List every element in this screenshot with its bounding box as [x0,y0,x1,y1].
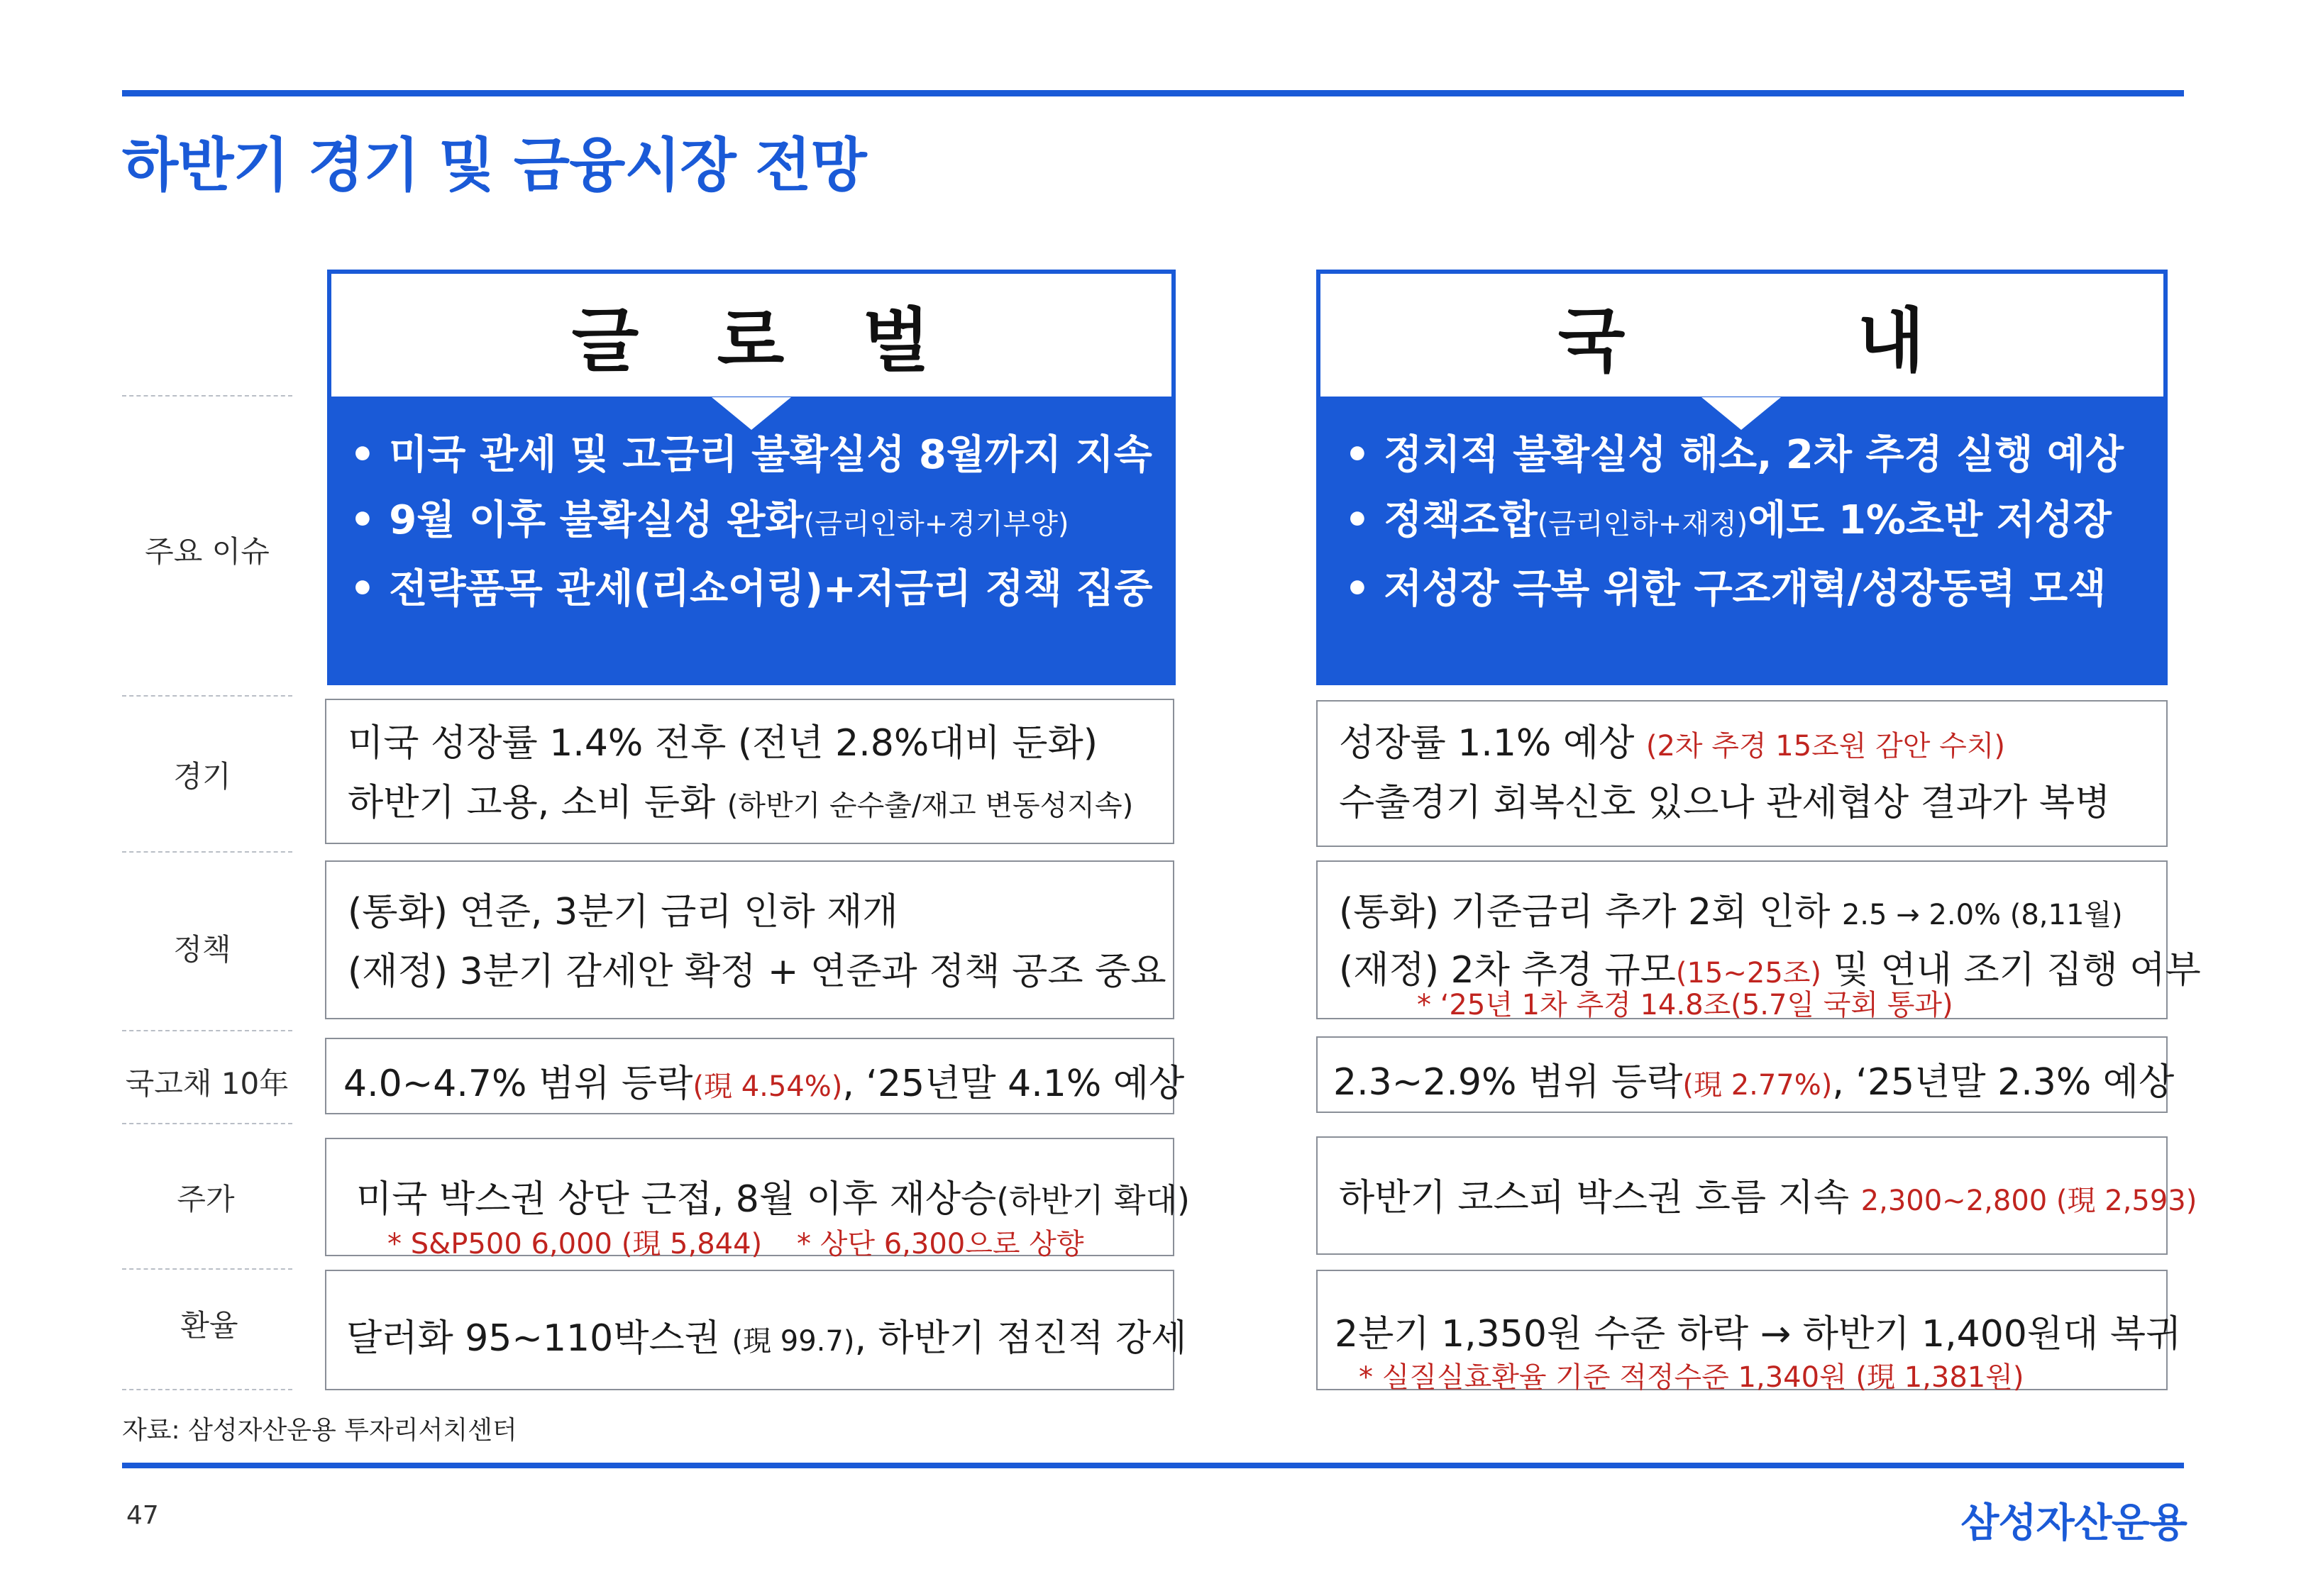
domestic-fx-cell [1316,1270,2182,1394]
global-header [327,270,1176,401]
domestic-stock-text: 하반기 코스피 박스권 흐름 지속 2,300~2,800 (現 2,593) [1339,1177,2197,1219]
domestic-header-text: 국 내 [1557,301,1926,382]
row-separator [122,851,292,853]
domestic-bond-text: 2.3~2.9% 범위 등락(現 2.77%), ‘25년말 2.3% 예상 [1333,1061,2175,1104]
domestic-stock-cell [1316,1136,2197,1255]
domestic-fx-note: * 실질실효환율 기준 적정수준 1,340원 (現 1,381원) [1359,1361,2024,1394]
global-issue-1: • 미국 관세 및 고금리 불확실성 8월까지 지속 [350,432,1152,478]
global-bond-cell [325,1038,1185,1114]
global-stock-line1: 미국 박스권 상단 근접, 8월 이후 재상승(하반기 확대) [356,1178,1190,1221]
row-label-economy: 경기 [173,759,231,794]
domestic-issue-2: • 정책조합(금리인하+재정)에도 1%초반 저성장 [1345,497,2112,543]
page-title: 하반기 경기 및 금융시장 전망 [122,132,866,199]
company-logo: 삼성자산운용 [1960,1500,2187,1546]
global-economy-line1: 미국 성장률 1.4% 전후 (전년 2.8%대비 둔화) [348,722,1098,765]
row-label-bond: 국고채 10年 [125,1066,289,1101]
global-header-text: 글 로 벌 [571,301,932,382]
domestic-header-pointer [1701,397,1781,430]
top-rule [122,90,2184,96]
row-label-policy: 정책 [173,932,231,967]
domestic-economy-cell [1316,700,2168,847]
domestic-economy-line1: 성장률 1.1% 예상 (2차 추경 15조원 감안 수치) [1339,722,2006,765]
row-separator [122,695,292,697]
domestic-issues-box [1316,397,2168,685]
global-policy-cell [325,860,1174,1019]
bottom-rule [122,1463,2184,1468]
row-separator [122,1123,292,1124]
domestic-header [1316,270,2168,401]
global-stock-cell [325,1138,1190,1260]
row-separator [122,1389,292,1390]
domestic-policy-note: * ‘25년 1차 추경 14.8조(5.7일 국회 통과) [1417,989,1953,1021]
global-stock-note2: * 상단 6,300으로 상향 [797,1228,1084,1260]
row-label-issues: 주요 이슈 [145,534,270,569]
global-issue-3: • 전략품목 관세(리쇼어링)+저금리 정책 집중 [350,566,1153,612]
row-separator [122,1268,292,1270]
domestic-economy-line2: 수출경기 회복신호 있으나 관세협상 결과가 복병 [1339,782,2111,824]
global-policy-line2: (재정) 3분기 감세안 확정 + 연준과 정책 공조 중요 [348,951,1166,993]
source-note: 자료: 삼성자산운용 투자리서치센터 [122,1416,517,1445]
domestic-issue-3: • 저성장 극복 위한 구조개혁/성장동력 모색 [1345,566,2107,612]
global-header-pointer [712,397,791,430]
global-economy-cell [325,699,1174,844]
domestic-policy-line2: (재정) 2차 추경 규모(15~25조) 및 연내 조기 집행 여부 [1339,949,2201,992]
domestic-policy-cell [1316,860,2201,1021]
domestic-bond-cell [1316,1036,2175,1113]
domestic-issue-1: • 정치적 불확실성 해소, 2차 추경 실행 예상 [1345,432,2124,478]
global-fx-text: 달러화 95~110박스권 (現 99.7), 하반기 점진적 강세 [346,1317,1187,1360]
row-separator [122,395,292,397]
page-number: 47 [126,1501,159,1530]
row-label-stock: 주가 [177,1182,235,1217]
global-fx-cell [325,1270,1187,1390]
global-policy-line1: (통화) 연준, 3분기 금리 인하 재개 [348,891,898,933]
row-separator [122,1030,292,1031]
global-bond-text: 4.0~4.7% 범위 등락(現 4.54%), ‘25년말 4.1% 예상 [343,1063,1185,1105]
global-stock-note1: * S&P500 6,000 (現 5,844) [387,1228,763,1260]
domestic-fx-line1: 2분기 1,350원 수준 하락 → 하반기 1,400원대 복귀 [1335,1313,2182,1356]
domestic-policy-line1: (통화) 기준금리 추가 2회 인하 2.5 → 2.0% (8,11월) [1339,891,2123,933]
global-issues-box [327,397,1176,685]
global-economy-line2: 하반기 고용, 소비 둔화 (하반기 순수출/재고 변동성지속) [348,782,1134,824]
row-label-fx: 환율 [180,1308,238,1343]
global-issue-2: • 9월 이후 불확실성 완화(금리인하+경기부양) [350,497,1069,543]
